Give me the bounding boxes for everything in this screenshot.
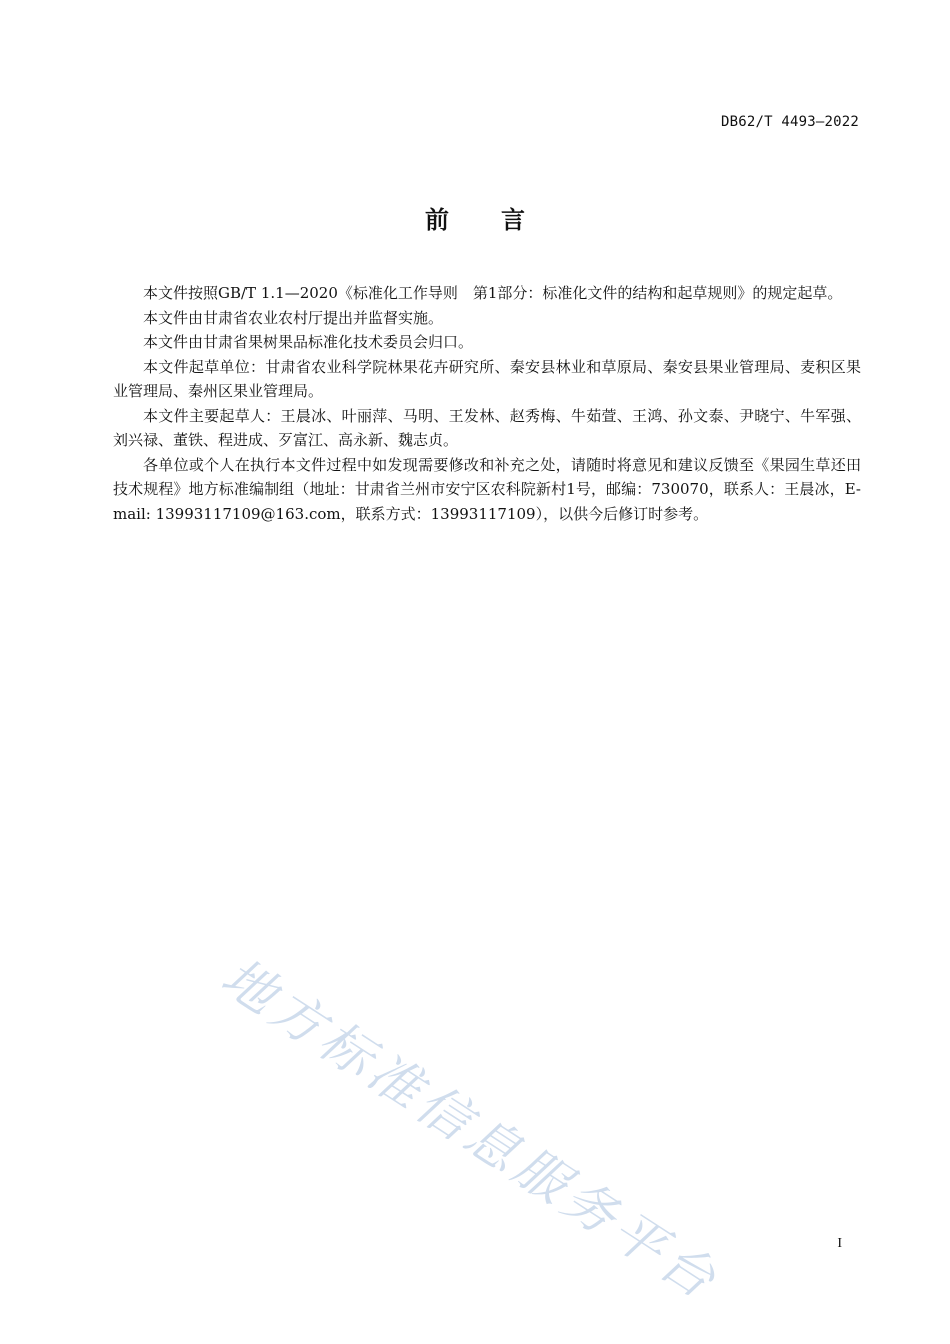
paragraph-drafters: 本文件主要起草人：王晨冰、叶丽萍、马明、王发林、赵秀梅、牛茹萱、王鸿、孙文泰、尹晓宁、牛军强、刘兴禄、董铁、程进成、歹富江、高永新、魏志贞。 [113,406,861,449]
foreword-body [113,281,861,526]
page-title: 前言 [425,206,577,234]
page-number: I [837,1236,842,1251]
document-code: DB62/T 4493—2022 [720,114,859,130]
paragraph-committee: 本文件由甘肃省果树果品标准化技术委员会归口。 [143,333,474,351]
paragraph-drafting-units: 本文件起草单位：甘肃省农业科学院林果花卉研究所、秦安县林业和草原局、秦安县果业管理局、麦积区果业管理局、秦州区果业管理局。 [113,357,861,400]
watermark: 地方标准信息服务平台 [210,946,730,1314]
paragraph-proposer: 本文件由甘肃省农业农村厅提出并监督实施。 [143,308,444,327]
paragraph-drafting-rules: 本文件按照GB/T 1.1—2020《标准化工作导则 第1部分：标准化文件的结构和起草规则》的规定起草。 [143,284,843,302]
paragraph-feedback: 各单位或个人在执行本文件过程中如发现需要修改和补充之处，请随时将意见和建议反馈至《果园生草还田技术规程》地方标准编制组（地址：甘肃省兰州市安宁区农科院新村1号，邮编：730070，联系人：王晨冰，E-mail: 13993117109@163.com，联系方式：13993117109），以供今后修订时参考。 [113,455,861,523]
